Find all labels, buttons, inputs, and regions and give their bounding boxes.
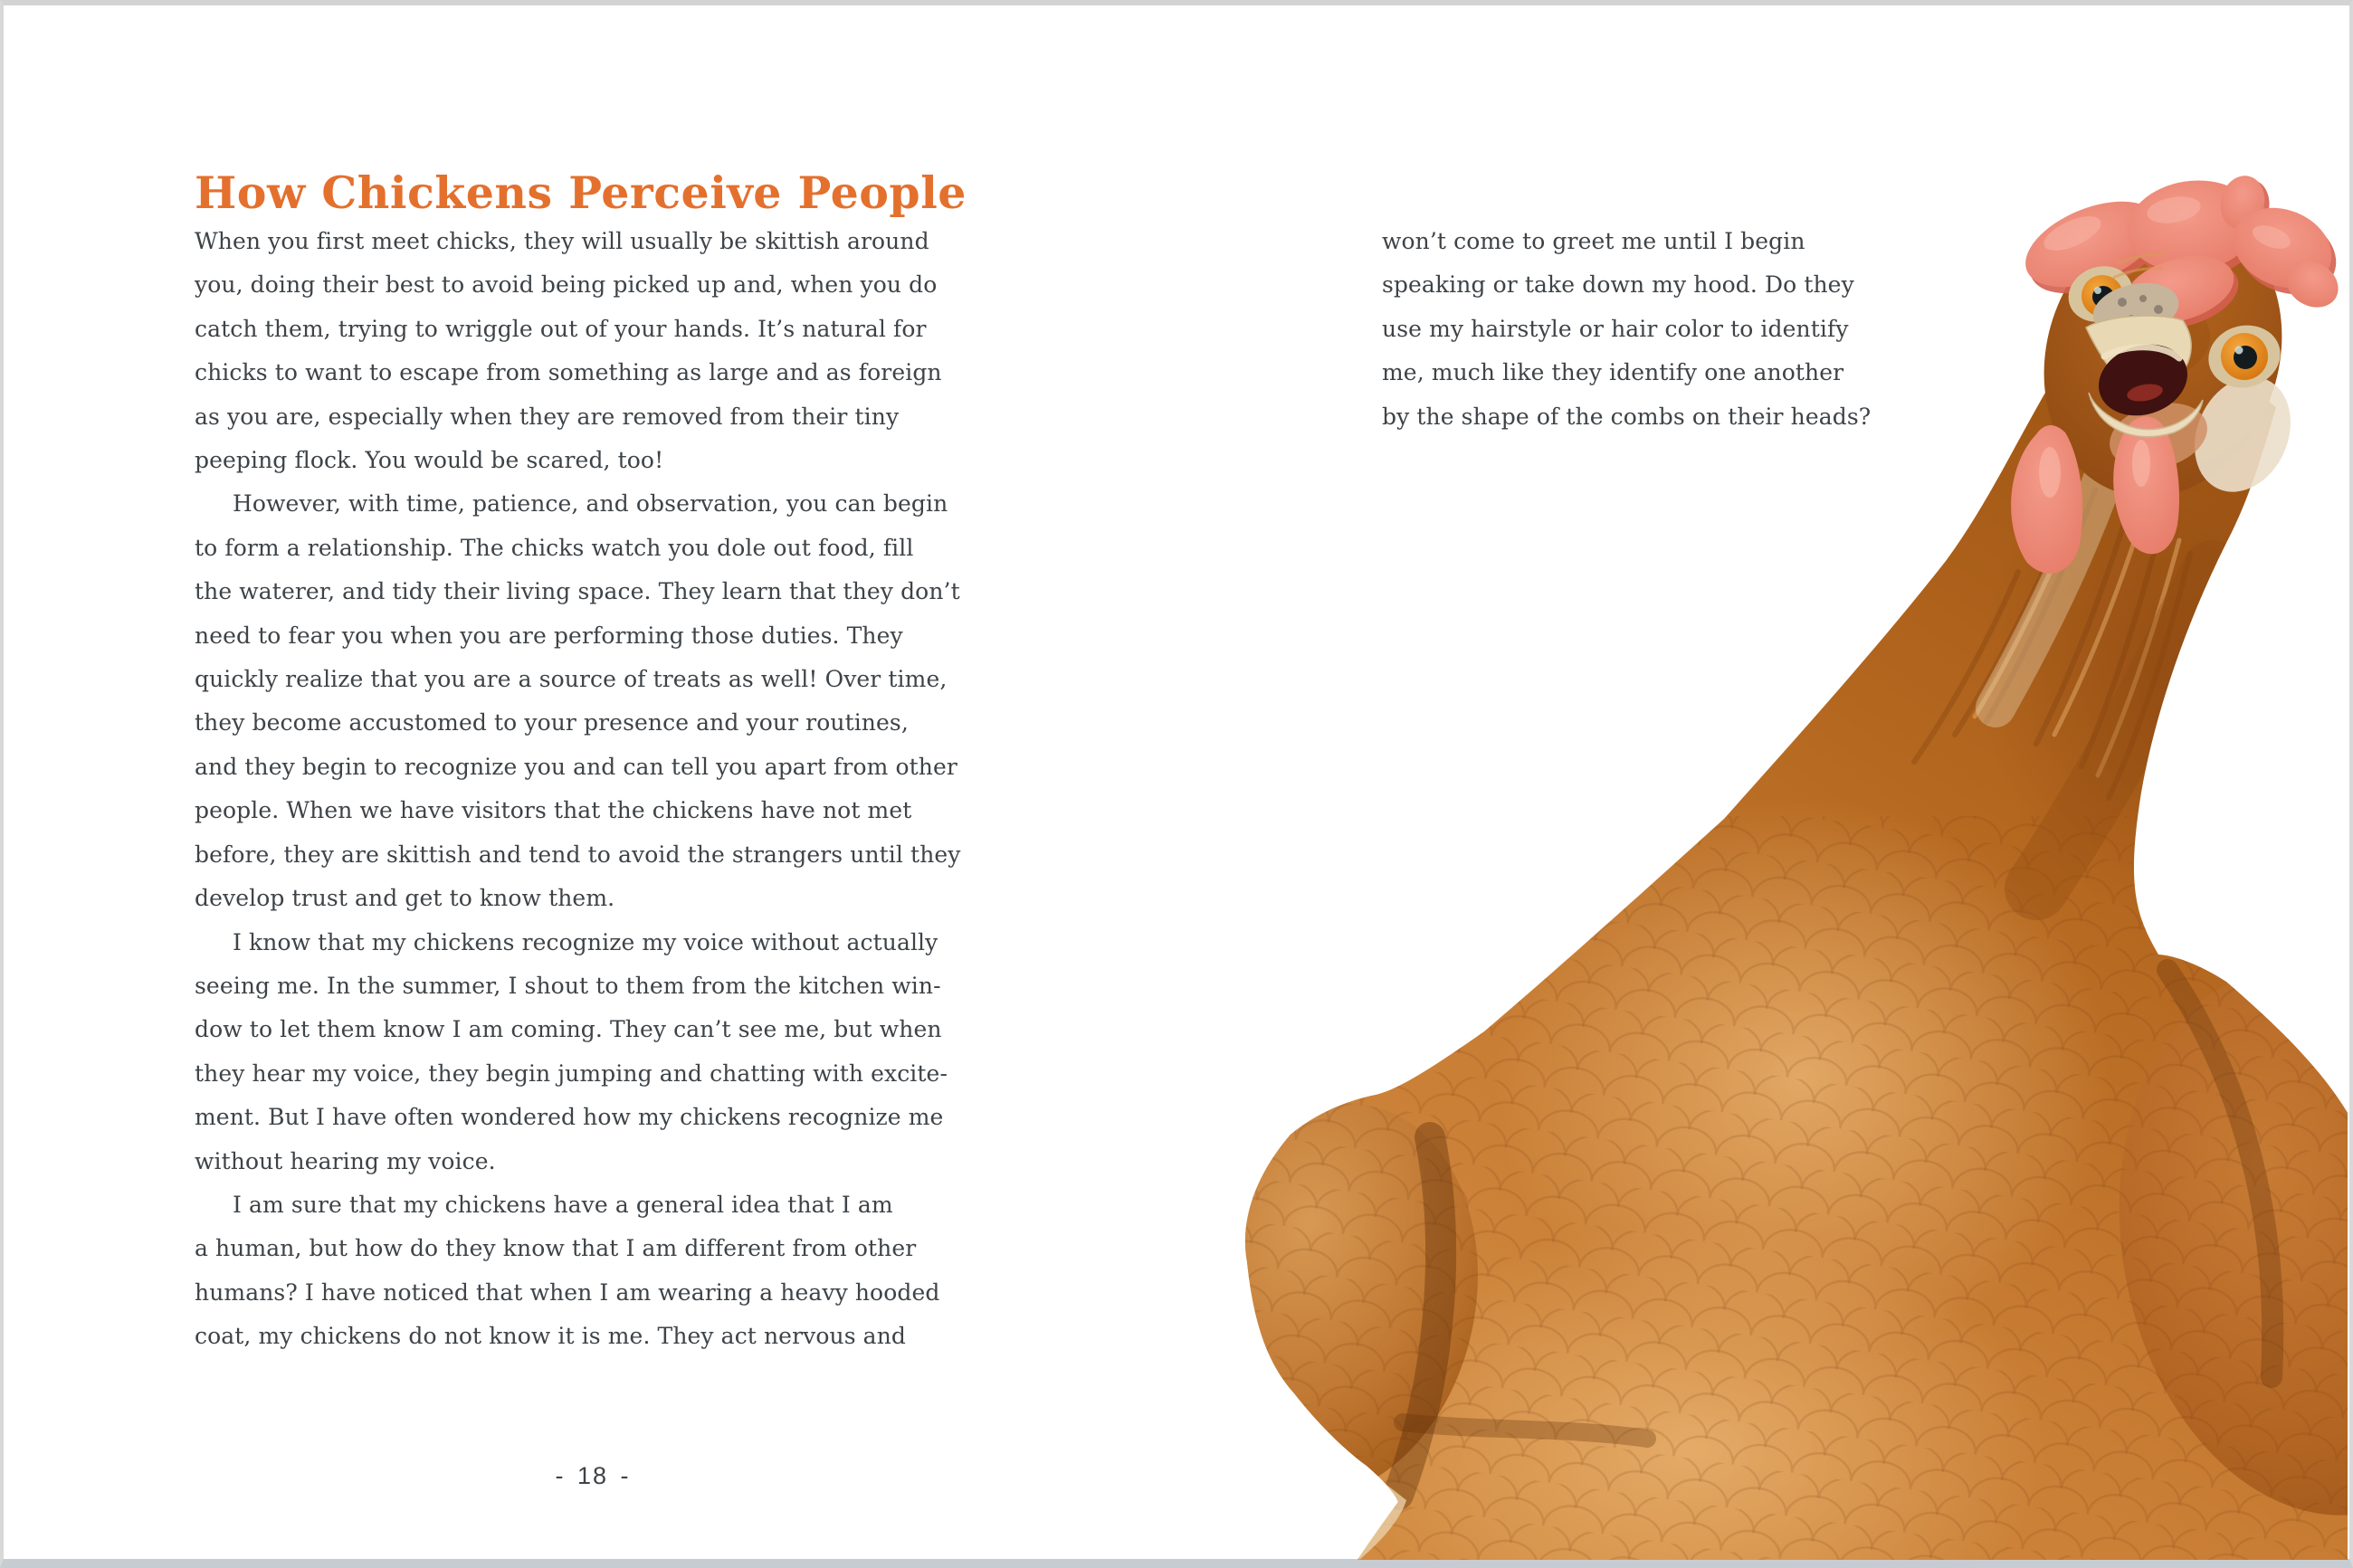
chicken-photo-svg	[1222, 165, 2348, 1560]
text-line: I know that my chickens recognize my voice without actually	[233, 928, 938, 955]
text-line: me, much like they identify one another	[1382, 359, 1844, 386]
text-line: people. When we have visitors that the chickens have not met	[195, 797, 912, 824]
text-line: However, with time, patience, and observation, you can begin	[233, 490, 948, 518]
text-line: quickly realize that you are a source of treats as well! Over time,	[195, 666, 948, 693]
chicken-head	[2008, 171, 2348, 574]
text-line: as you are, especially when they are removed from their tiny	[195, 403, 900, 430]
chicken-body	[1222, 357, 2348, 1560]
wattle-highlight	[2132, 440, 2150, 487]
text-line: speaking or take down my hood. Do they	[1382, 271, 1854, 299]
text-line: seeing me. In the summer, I shout to them from the kitchen win-	[195, 972, 941, 999]
page-title: How Chickens Perceive People	[195, 166, 967, 219]
left-text-column	[195, 220, 991, 1359]
text-line: to form a relationship. The chicks watch you dole out food, fill	[195, 534, 914, 561]
text-line: they become accustomed to your presence and your routines,	[195, 709, 909, 736]
chicken-photo	[1222, 165, 2348, 1560]
text-line: won’t come to greet me until I begin	[1382, 228, 1805, 254]
text-line: chicks to want to escape from something as large and as foreign	[195, 359, 942, 386]
text-line: I am sure that my chickens have a general idea that I am	[233, 1191, 893, 1218]
text-line: by the shape of the combs on their heads?	[1382, 403, 1872, 430]
text-line: they hear my voice, they begin jumping and chatting with excite-	[195, 1060, 948, 1087]
page-number: - 18 -	[555, 1462, 631, 1489]
text-line: develop trust and get to know them.	[195, 885, 615, 912]
text-line: dow to let them know I am coming. They can’t see me, but when	[195, 1016, 942, 1043]
text-line: before, they are skittish and tend to avoid the strangers until they	[195, 841, 961, 868]
text-line: catch them, trying to wriggle out of your hands. It’s natural for	[195, 315, 927, 342]
text-line: and they begin to recognize you and can tell you apart from other	[195, 753, 957, 780]
text-line: need to fear you when you are performing those duties. They	[195, 622, 903, 649]
text-line: without hearing my voice.	[195, 1147, 496, 1174]
text-line: humans? I have noticed that when I am wearing a heavy hooded	[195, 1278, 940, 1306]
text-line: the waterer, and tidy their living space. They learn that they don’t	[195, 578, 960, 605]
text-line: ment. But I have often wondered how my chickens recognize me	[195, 1104, 944, 1131]
text-line: When you first meet chicks, they will usually be skittish around	[195, 228, 929, 254]
wattle-highlight	[2039, 447, 2061, 498]
feather-texture	[1222, 816, 2348, 1560]
text-line: coat, my chickens do not know it is me. They act nervous and	[195, 1323, 906, 1350]
text-line: peeping flock. You would be scared, too!	[195, 447, 664, 474]
text-line: use my hairstyle or hair color to identify	[1382, 315, 1849, 342]
text-line: a human, but how do they know that I am different from other	[195, 1235, 917, 1262]
text-line: you, doing their best to avoid being picked up and, when you do	[195, 271, 938, 299]
